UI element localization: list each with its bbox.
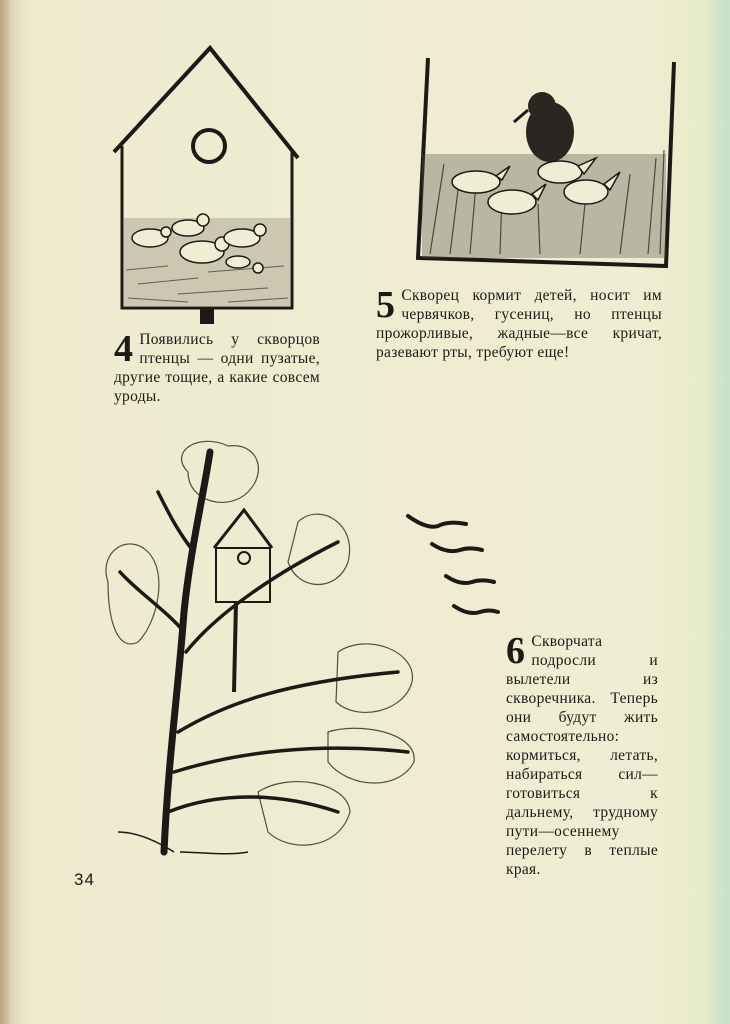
caption-text: Появились у скворцов птенцы — одни пузатые, другие тощие, а какие совсем уроды.: [114, 331, 320, 405]
caption-number: 6: [506, 630, 526, 672]
caption-5: [376, 286, 662, 362]
birdhouse-with-chicks-illustration: [108, 40, 308, 330]
tree-with-birdhouse-illustration: [98, 432, 428, 872]
flying-birds-illustration: [404, 506, 504, 622]
starling-feeding-chicks-illustration: [410, 54, 680, 274]
spine-edge: [0, 0, 10, 1024]
caption-text: Скворчата подросли и вылетели из скворечника. Теперь они будут жить самостоятельно: кормиться, летать, набираться сил—готовиться к дальнему, трудному пути—осеннему перелету в теплые края.: [506, 633, 658, 878]
caption-text: Скворец кормит детей, носит им червячков, гусениц, но птенцы прожорливые, жадные—все кричат, разевают рты, требуют еще!: [376, 287, 662, 361]
page-number: 34: [74, 870, 95, 889]
caption-number: 5: [376, 284, 396, 326]
page-edge: [710, 0, 730, 1024]
caption-6: [506, 632, 658, 879]
caption-4: [114, 330, 320, 406]
caption-number: 4: [114, 328, 134, 370]
